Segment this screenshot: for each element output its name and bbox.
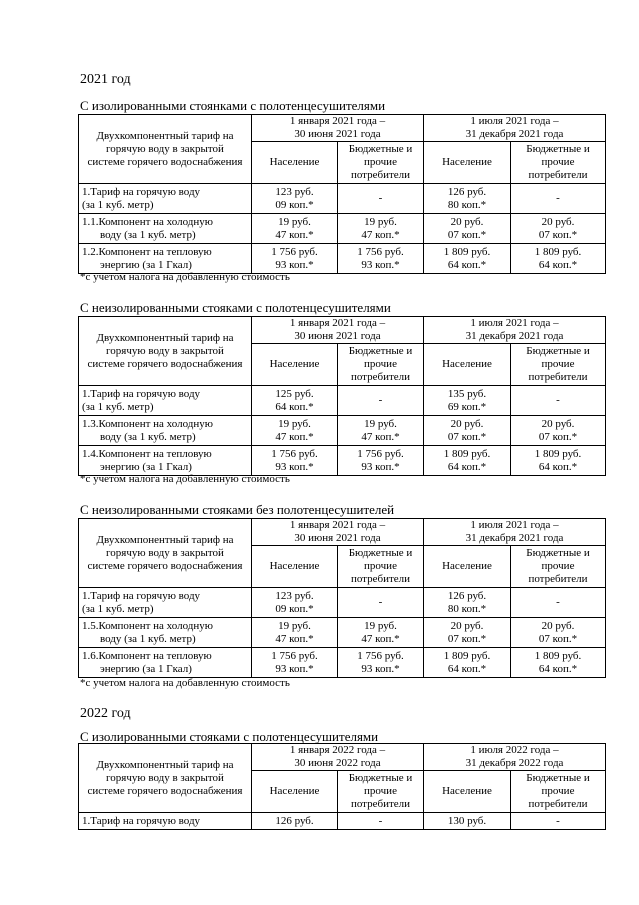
table-row: 1.Тариф на горячую воду (за 1 куб. метр) 123 руб. 09 коп.* - 126 руб. 80 коп.* - (79, 588, 606, 618)
section-title-1: С изолированными стоянками с полотенцесушителями (80, 98, 386, 113)
section-title-2: С неизолированными стояками с полотенцесушителями (80, 300, 391, 315)
header-budget: Бюджетные и прочие потребители (511, 771, 606, 813)
table-row: 1.1.Компонент на холодную воду (за 1 куб. метр) 19 руб. 47 коп.* 19 руб. 47 коп.* 20 руб. 07 коп.* 20 руб. 07 коп.* (79, 214, 606, 244)
tariff-table-4 (78, 743, 606, 830)
vat-note: *с учетом налога на добавленную стоимость (80, 473, 290, 485)
vat-note: *с учетом налога на добавленную стоимость (80, 677, 290, 689)
table-row: 1.2.Компонент на тепловую энергию (за 1 Гкал) 1 756 руб. 93 коп.* 1 756 руб. 93 коп.* 1 809 руб. 64 коп.* 1 809 руб. 64 коп.* (79, 244, 606, 274)
header-col-title: Двухкомпонентный тариф на горячую воду в закрытой системе горячего водоснабжения (79, 115, 252, 184)
header-population: Население (424, 546, 511, 588)
year-heading-2021: 2021 год (80, 72, 131, 87)
header-period-2: 1 июля 2021 года – 31 декабря 2021 года (424, 115, 606, 142)
year-heading-2022: 2022 год (80, 706, 131, 721)
table-row: 1.Тариф на горячую воду (за 1 куб. метр) 125 руб. 64 коп.* - 135 руб. 69 коп.* - (79, 386, 606, 416)
header-budget: Бюджетные и прочие потребители (511, 344, 606, 386)
header-population: Население (252, 771, 338, 813)
header-population: Население (424, 142, 511, 184)
header-period-1: 1 января 2021 года – 30 июня 2021 года (252, 317, 424, 344)
header-col-title: Двухкомпонентный тариф на горячую воду в закрытой системе горячего водоснабжения (79, 317, 252, 386)
header-period-2: 1 июля 2022 года – 31 декабря 2022 года (424, 744, 606, 771)
section-title-3: С неизолированными стояками без полотенцесушителей (80, 502, 395, 517)
header-population: Население (424, 344, 511, 386)
header-budget: Бюджетные и прочие потребители (511, 546, 606, 588)
table-row: 1.Тариф на горячую воду 126 руб. - 130 руб. - (79, 813, 606, 830)
table-row: 1.Тариф на горячую воду (за 1 куб. метр) 123 руб. 09 коп.* - 126 руб. 80 коп.* - (79, 184, 606, 214)
header-period-1: 1 января 2022 года – 30 июня 2022 года (252, 744, 424, 771)
table-row: 1.3.Компонент на холодную воду (за 1 куб. метр) 19 руб. 47 коп.* 19 руб. 47 коп.* 20 руб. 07 коп.* 20 руб. 07 коп.* (79, 416, 606, 446)
header-population: Население (252, 344, 338, 386)
header-population: Население (252, 142, 338, 184)
header-budget: Бюджетные и прочие потребители (338, 142, 424, 184)
header-period-1: 1 января 2021 года – 30 июня 2021 года (252, 519, 424, 546)
header-population: Население (252, 546, 338, 588)
table-row: 1.4.Компонент на тепловую энергию (за 1 Гкал) 1 756 руб. 93 коп.* 1 756 руб. 93 коп.* 1 809 руб. 64 коп.* 1 809 руб. 64 коп.* (79, 446, 606, 476)
header-budget: Бюджетные и прочие потребители (338, 546, 424, 588)
tariff-table-3 (78, 518, 606, 678)
vat-note: *с учетом налога на добавленную стоимость (80, 271, 290, 283)
header-population: Население (424, 771, 511, 813)
header-period-2: 1 июля 2021 года – 31 декабря 2021 года (424, 519, 606, 546)
header-col-title: Двухкомпонентный тариф на горячую воду в закрытой системе горячего водоснабжения (79, 519, 252, 588)
header-budget: Бюджетные и прочие потребители (511, 142, 606, 184)
tariff-table-1 (78, 114, 606, 274)
table-row: 1.5.Компонент на холодную воду (за 1 куб. метр) 19 руб. 47 коп.* 19 руб. 47 коп.* 20 руб. 07 коп.* 20 руб. 07 коп.* (79, 618, 606, 648)
header-budget: Бюджетные и прочие потребители (338, 771, 424, 813)
header-budget: Бюджетные и прочие потребители (338, 344, 424, 386)
table-row: 1.6.Компонент на тепловую энергию (за 1 Гкал) 1 756 руб. 93 коп.* 1 756 руб. 93 коп.* 1 809 руб. 64 коп.* 1 809 руб. 64 коп.* (79, 648, 606, 678)
header-period-2: 1 июля 2021 года – 31 декабря 2021 года (424, 317, 606, 344)
section-title-4: С изолированными стояками с полотенцесушителями (80, 729, 379, 744)
header-col-title: Двухкомпонентный тариф на горячую воду в закрытой системе горячего водоснабжения (79, 744, 252, 813)
tariff-table-2 (78, 316, 606, 476)
header-period-1: 1 января 2021 года – 30 июня 2021 года (252, 115, 424, 142)
